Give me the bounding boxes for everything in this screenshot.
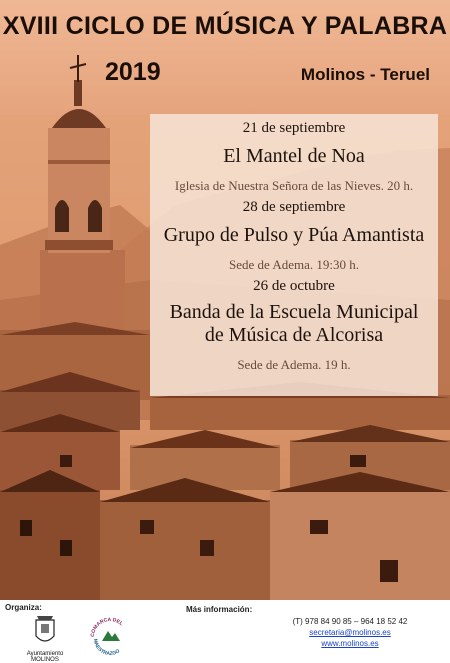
ayuntamiento-line: MOLINOS [31, 657, 59, 663]
comarca-top-text: COMARCA DEL [89, 616, 124, 638]
houses [0, 372, 450, 600]
event-date: 21 de septiembre [242, 120, 346, 136]
comarca-logo [88, 613, 132, 657]
contact-phone: (T) 978 84 90 85 – 964 18 52 42 [292, 617, 408, 626]
contact-website-link[interactable]: www.molinos.es [321, 639, 379, 648]
svg-text:MAESTRAZGO [92, 638, 121, 657]
event-name [150, 301, 438, 347]
event-venue: Sede de Adema. 19:30 h. [229, 257, 359, 272]
ayuntamiento-name [14, 651, 76, 663]
poster-location: Molinos - Teruel [300, 65, 430, 84]
event-program [150, 114, 438, 396]
event-name: El Mantel de Noa [223, 145, 365, 167]
event-date: 26 de octubre [253, 278, 335, 294]
contact-email-link[interactable]: secretaria@molinos.es [309, 628, 391, 637]
event-name: Grupo de Pulso y Púa Amantista [163, 224, 425, 246]
poster-year: 2019 [105, 58, 161, 86]
event-date: 28 de septiembre [242, 199, 346, 215]
event-name-line: Banda de la Escuela Municipal [169, 301, 419, 323]
coat-of-arms-icon [14, 614, 76, 650]
event-name-line: de Música de Alcorisa [204, 324, 384, 346]
ayuntamiento-logo [14, 614, 74, 663]
mountain-icon [102, 631, 120, 641]
info-label: Más información: [186, 605, 253, 614]
comarca-bottom-text: MAESTRAZGO [91, 638, 122, 657]
footer [0, 600, 450, 663]
ayuntamiento-line: Ayuntamiento [26, 651, 64, 657]
event-venue: Iglesia de Nuestra Señora de las Nieves. 20 h. [174, 178, 414, 193]
contact-info [280, 616, 420, 649]
event-venue: Sede de Adema. 19 h. [237, 357, 351, 372]
organiza-label: Organiza: [5, 603, 42, 612]
poster-title: XVIII CICLO DE MÚSICA Y PALABRA [2, 12, 448, 40]
